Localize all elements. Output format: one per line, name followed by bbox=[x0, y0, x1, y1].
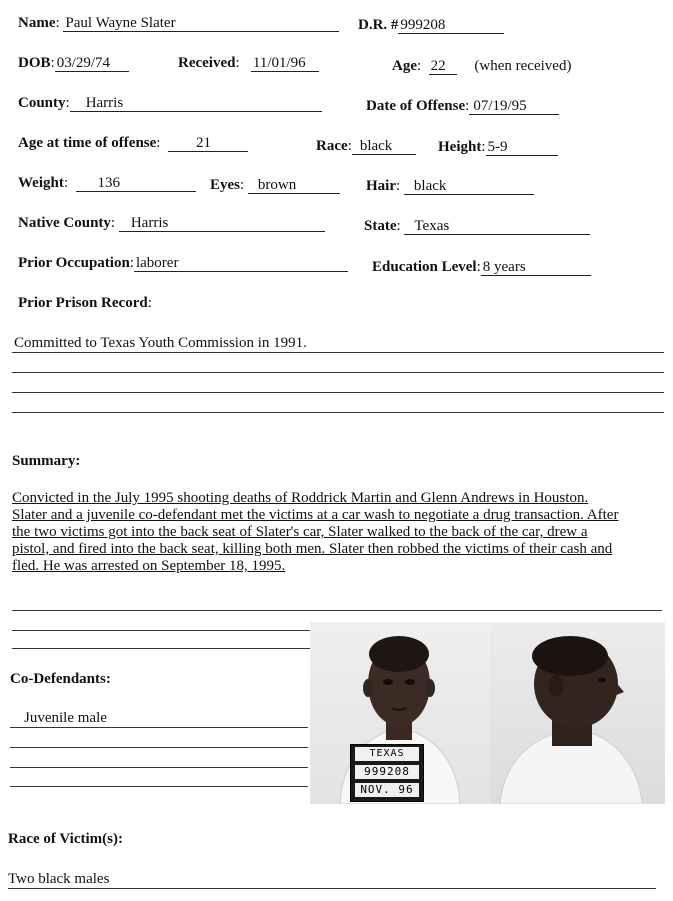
co-defendants-value: Juvenile male bbox=[24, 710, 107, 726]
race-of-victims-line bbox=[8, 888, 656, 889]
received-value: 11/01/96 bbox=[251, 55, 319, 72]
summary-heading: Summary: bbox=[12, 453, 81, 469]
dr-field bbox=[358, 16, 504, 34]
hair-value: black bbox=[404, 178, 534, 195]
native-county-label: Native County bbox=[18, 215, 111, 231]
record-line-2 bbox=[12, 372, 664, 373]
county-field: County: Harris bbox=[18, 94, 322, 112]
prior-occupation-value: laborer bbox=[134, 255, 348, 272]
dob-value: 03/29/74 bbox=[55, 55, 129, 72]
date-of-offense-field: Date of Offense: 07/19/95 bbox=[366, 97, 559, 115]
date-of-offense-value: 07/19/95 bbox=[469, 98, 559, 115]
plate-line-number: 999208 bbox=[355, 765, 419, 779]
summary-line-blank-1 bbox=[12, 610, 662, 611]
race-field: Race: black bbox=[316, 137, 416, 155]
date-of-offense-label: Date of Offense bbox=[366, 98, 466, 114]
state-value: Texas bbox=[404, 218, 590, 235]
record-line-1 bbox=[12, 352, 664, 353]
summary-line-blank-3 bbox=[12, 648, 310, 649]
state-field: State: Texas bbox=[364, 217, 590, 235]
prior-prison-record-label: Prior Prison Record bbox=[18, 295, 148, 311]
weight-field: Weight: 136 bbox=[18, 174, 196, 192]
age-value: 22 bbox=[429, 58, 457, 75]
education-level-value: 8 years bbox=[481, 259, 591, 276]
eyes-value: brown bbox=[248, 177, 340, 194]
summary-line: pistol, and fired into the back seat, killing both men. Slater then robbed the victims of their cash and bbox=[12, 541, 613, 557]
co-defendants-heading: Co-Defendants: bbox=[10, 671, 111, 687]
prior-prison-record-value: Committed to Texas Youth Commission in 1991. bbox=[14, 335, 307, 351]
record-line-3 bbox=[12, 392, 664, 393]
county-value: Harris bbox=[70, 95, 322, 112]
summary-line-blank-2 bbox=[12, 630, 310, 631]
education-level-field: Education Level: 8 years bbox=[372, 258, 591, 276]
hair-field: Hair: black bbox=[366, 177, 534, 195]
height-label: Height bbox=[438, 139, 482, 155]
plate-line-date: NOV. 96 bbox=[355, 783, 419, 797]
height-value: 5-9 bbox=[486, 139, 558, 156]
age-note: (when received) bbox=[474, 58, 572, 74]
age-at-offense-value: 21 bbox=[168, 135, 248, 152]
co-defendants-line-4 bbox=[10, 786, 308, 787]
name-label: Name bbox=[18, 15, 56, 31]
id-plate bbox=[350, 744, 424, 802]
summary-line: Convicted in the July 1995 shooting deaths of Roddrick Martin and Glenn Andrews in Houston. bbox=[12, 490, 589, 506]
eyes-label: Eyes bbox=[210, 177, 240, 193]
prior-occupation-field: Prior Occupation: laborer bbox=[18, 254, 348, 272]
hair-label: Hair bbox=[366, 178, 396, 194]
plate-line-state: TEXAS bbox=[355, 747, 419, 761]
dr-label: D.R. # bbox=[358, 17, 399, 33]
state-label: State bbox=[364, 218, 397, 234]
co-defendants-line-1 bbox=[10, 727, 308, 728]
age-at-offense-field: Age at time of offense: 21 bbox=[18, 134, 248, 152]
education-level-label: Education Level bbox=[372, 259, 477, 275]
summary-line: the two victims got into the back seat of Slater's car, Slater walked to the back of the car, drew a bbox=[12, 524, 588, 540]
race-value: black bbox=[352, 138, 416, 155]
received-field: Received: 11/01/96 bbox=[178, 54, 319, 72]
prior-prison-record-heading: Prior Prison Record: bbox=[18, 295, 152, 311]
weight-label: Weight bbox=[18, 175, 64, 191]
dob-label: DOB bbox=[18, 55, 51, 71]
name-field: Name: Paul Wayne Slater bbox=[18, 14, 339, 32]
native-county-value: Harris bbox=[119, 215, 325, 232]
dob-field: DOB: 03/29/74 bbox=[18, 54, 129, 72]
age-field: Age: 22 (when received) bbox=[392, 58, 572, 74]
age-at-offense-label: Age at time of offense bbox=[18, 135, 157, 151]
weight-value: 136 bbox=[76, 175, 196, 192]
native-county-field: Native County: Harris bbox=[18, 214, 325, 232]
co-defendants-line-3 bbox=[10, 767, 308, 768]
eyes-field: Eyes: brown bbox=[210, 176, 340, 194]
co-defendants-line-2 bbox=[10, 747, 308, 748]
race-label: Race bbox=[316, 138, 348, 154]
record-line-4 bbox=[12, 412, 664, 413]
prior-occupation-label: Prior Occupation bbox=[18, 255, 130, 271]
mugshot-profile bbox=[490, 622, 665, 804]
age-label: Age bbox=[392, 58, 417, 74]
summary-line: fled. He was arrested on September 18, 1995. bbox=[12, 558, 286, 574]
name-value: Paul Wayne Slater bbox=[63, 15, 339, 32]
dr-value: 999208 bbox=[398, 17, 504, 34]
summary-text bbox=[12, 490, 662, 575]
mugshot-front bbox=[310, 622, 490, 804]
county-label: County bbox=[18, 95, 66, 111]
mugshot-photo bbox=[310, 622, 665, 804]
height-field: Height: 5-9 bbox=[438, 138, 558, 156]
race-of-victims-heading: Race of Victim(s): bbox=[8, 831, 123, 847]
received-label: Received bbox=[178, 55, 236, 71]
race-of-victims-value: Two black males bbox=[8, 871, 110, 887]
summary-line: Slater and a juvenile co-defendant met the victims at a car wash to negotiate a drug transaction. After bbox=[12, 507, 619, 523]
